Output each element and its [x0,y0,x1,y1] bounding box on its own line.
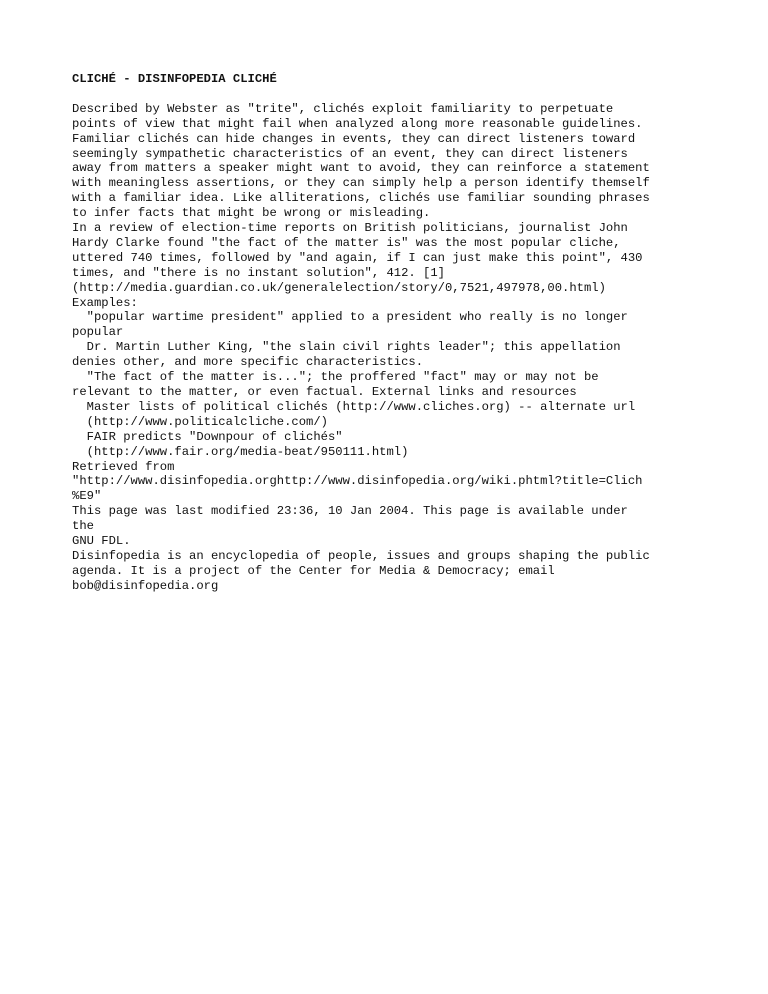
body-line: GNU FDL. [72,534,131,549]
body-line: (http://www.politicalcliche.com/) [72,414,328,429]
body-line: Retrieved from [72,459,175,474]
body-line: Hardy Clarke found "the fact of the matter is" was the most popular cliche, [72,235,621,250]
document-page [72,72,712,594]
body-line: with a familiar idea. Like alliterations, clichés use familiar sounding phrases [72,191,650,206]
body-line: points of view that might fail when analyzed along more reasonable guidelines. [72,116,643,131]
body-line: bob@disinfopedia.org [72,578,219,593]
body-line: denies other, and more specific characteristics. [72,355,424,370]
body-line: Described by Webster as "trite", clichés exploit familiarity to perpetuate [72,101,614,116]
document-title: CLICHÉ - DISINFOPEDIA CLICHÉ [72,72,277,86]
body-line: (http://media.guardian.co.uk/generalelection/story/0,7521,497978,00.html) [72,280,606,295]
body-line: uttered 740 times, followed by "and again, if I can just make this point", 430 [72,250,643,265]
body-line: Examples: [72,295,138,310]
body-line: away from matters a speaker might want to avoid, they can reinforce a statement [72,161,650,176]
body-line: with meaningless assertions, or they can simply help a person identify themself [72,176,650,191]
body-line: times, and "there is no instant solution", 412. [1] [72,265,445,280]
body-line: This page was last modified 23:36, 10 Jan 2004. This page is available under [72,504,628,519]
body-line: Dr. Martin Luther King, "the slain civil rights leader"; this appellation [72,340,621,355]
body-line: FAIR predicts "Downpour of clichés" [72,429,343,444]
body-line: the [72,519,94,534]
body-line: seemingly sympathetic characteristics of an event, they can direct listeners [72,146,628,161]
body-line: "The fact of the matter is..."; the proffered "fact" may or may not be [72,370,599,385]
body-line: agenda. It is a project of the Center for Media & Democracy; email [72,563,555,578]
body-line: In a review of election-time reports on British politicians, journalist John [72,221,628,236]
body-line: "http://www.disinfopedia.orghttp://www.disinfopedia.org/wiki.phtml?title=Clich [72,474,643,489]
body-line: (http://www.fair.org/media-beat/950111.html) [72,444,409,459]
body-line: Master lists of political clichés (http://www.cliches.org) -- alternate url [72,399,636,414]
document-body [72,102,712,594]
body-line: "popular wartime president" applied to a president who really is no longer [72,310,628,325]
body-line: relevant to the matter, or even factual. External links and resources [72,385,577,400]
body-line: %E9" [72,489,102,504]
body-line: Disinfopedia is an encyclopedia of people, issues and groups shaping the public [72,548,650,563]
body-line: popular [72,325,124,340]
body-line: to infer facts that might be wrong or misleading. [72,206,431,221]
body-line: Familiar clichés can hide changes in events, they can direct listeners toward [72,131,636,146]
